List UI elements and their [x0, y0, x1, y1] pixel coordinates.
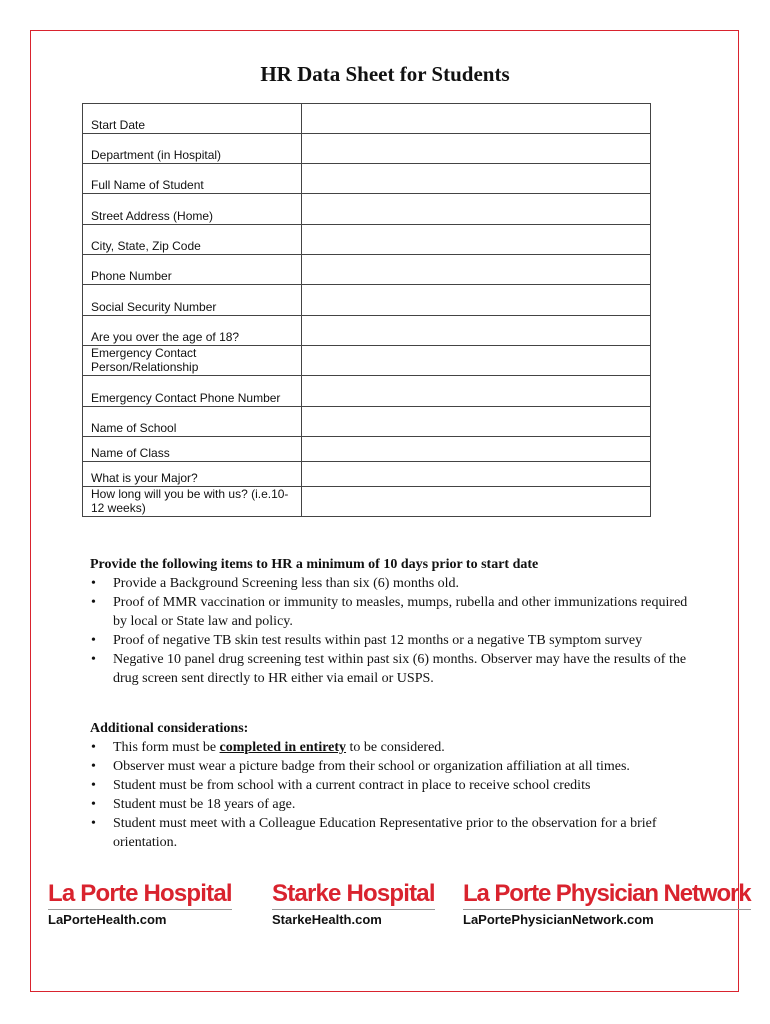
list-item: • Proof of MMR vaccination or immunity to measles, mumps, rubella and other immunizations required by local or State law and policy.: [90, 593, 693, 631]
form-row: [83, 407, 651, 437]
form-label: Name of School: [83, 407, 302, 437]
logo-url: LaPortePhysicianNetwork.com: [463, 909, 751, 928]
city-state-zip-field[interactable]: [301, 225, 650, 255]
item-text: to be considered.: [346, 740, 445, 755]
class-name-field[interactable]: [301, 437, 650, 462]
form-label: Are you over the age of 18?: [83, 316, 302, 346]
start-date-field[interactable]: [301, 104, 650, 134]
considerations-list: [90, 738, 693, 852]
form-row: [83, 487, 651, 517]
list-item: • Negative 10 panel drug screening test within past six (6) months. Observer may have the results of the drug screen sent directly to HR either via email or USPS.: [90, 650, 693, 688]
form-row: [83, 316, 651, 346]
form-row: [83, 346, 651, 376]
form-label: Department (in Hospital): [83, 134, 302, 164]
full-name-field[interactable]: [301, 164, 650, 194]
form-row: [83, 285, 651, 316]
la-porte-physician-network-logo: [463, 880, 751, 928]
requirements-heading: Provide the following items to HR a minimum of 10 days prior to start date: [90, 557, 539, 572]
form-row: [83, 134, 651, 164]
department-field[interactable]: [301, 134, 650, 164]
form-row: [83, 376, 651, 407]
form-row: [83, 255, 651, 285]
logo-name: Starke Hospital: [272, 880, 435, 907]
form-label: Start Date: [83, 104, 302, 134]
page-title: HR Data Sheet for Students: [260, 62, 510, 86]
list-item: [90, 738, 693, 757]
form-label: How long will you be with us? (i.e.10-12 weeks): [83, 487, 302, 517]
form-row: [83, 194, 651, 225]
list-item: • Proof of negative TB skin test results within past 12 months or a negative TB symptom survey: [90, 631, 693, 650]
requirements-list: [90, 574, 693, 688]
emergency-contact-field[interactable]: [301, 346, 650, 376]
hr-data-form: [82, 103, 651, 517]
over-18-field[interactable]: [301, 316, 650, 346]
form-row: [83, 104, 651, 134]
form-label: Emergency Contact Phone Number: [83, 376, 302, 407]
logo-url: LaPorteHealth.com: [48, 909, 232, 928]
list-item: • Student must meet with a Colleague Education Representative prior to the observation for a brief orientation.: [90, 814, 693, 852]
school-name-field[interactable]: [301, 407, 650, 437]
considerations-section: [90, 719, 693, 852]
form-label: Street Address (Home): [83, 194, 302, 225]
ssn-field[interactable]: [301, 285, 650, 316]
list-item: • Provide a Background Screening less than six (6) months old.: [90, 574, 693, 593]
form-row: [83, 225, 651, 255]
list-item: • Student must be from school with a current contract in place to receive school credits: [90, 776, 693, 795]
form-label: Full Name of Student: [83, 164, 302, 194]
phone-number-field[interactable]: [301, 255, 650, 285]
form-label: Emergency Contact Person/Relationship: [83, 346, 302, 376]
logo-name: La Porte Hospital: [48, 880, 232, 907]
duration-field[interactable]: [301, 487, 650, 517]
item-text: This form must be: [113, 740, 220, 755]
form-label: Name of Class: [83, 437, 302, 462]
list-item: • Observer must wear a picture badge from their school or organization affiliation at all times.: [90, 757, 693, 776]
logo-name: La Porte Physician Network: [463, 880, 751, 907]
logo-url: StarkeHealth.com: [272, 909, 435, 928]
form-label: Phone Number: [83, 255, 302, 285]
emergency-phone-field[interactable]: [301, 376, 650, 407]
requirements-section: [90, 555, 693, 688]
starke-hospital-logo: [272, 880, 435, 928]
street-address-field[interactable]: [301, 194, 650, 225]
form-label: City, State, Zip Code: [83, 225, 302, 255]
la-porte-hospital-logo: [48, 880, 232, 928]
form-row: [83, 437, 651, 462]
considerations-heading: Additional considerations:: [90, 721, 249, 736]
form-label: Social Security Number: [83, 285, 302, 316]
form-row: [83, 462, 651, 487]
form-label: What is your Major?: [83, 462, 302, 487]
form-row: [83, 164, 651, 194]
emphasis-text: completed in entirety: [219, 740, 347, 755]
major-field[interactable]: [301, 462, 650, 487]
list-item: • Student must be 18 years of age.: [90, 795, 693, 814]
